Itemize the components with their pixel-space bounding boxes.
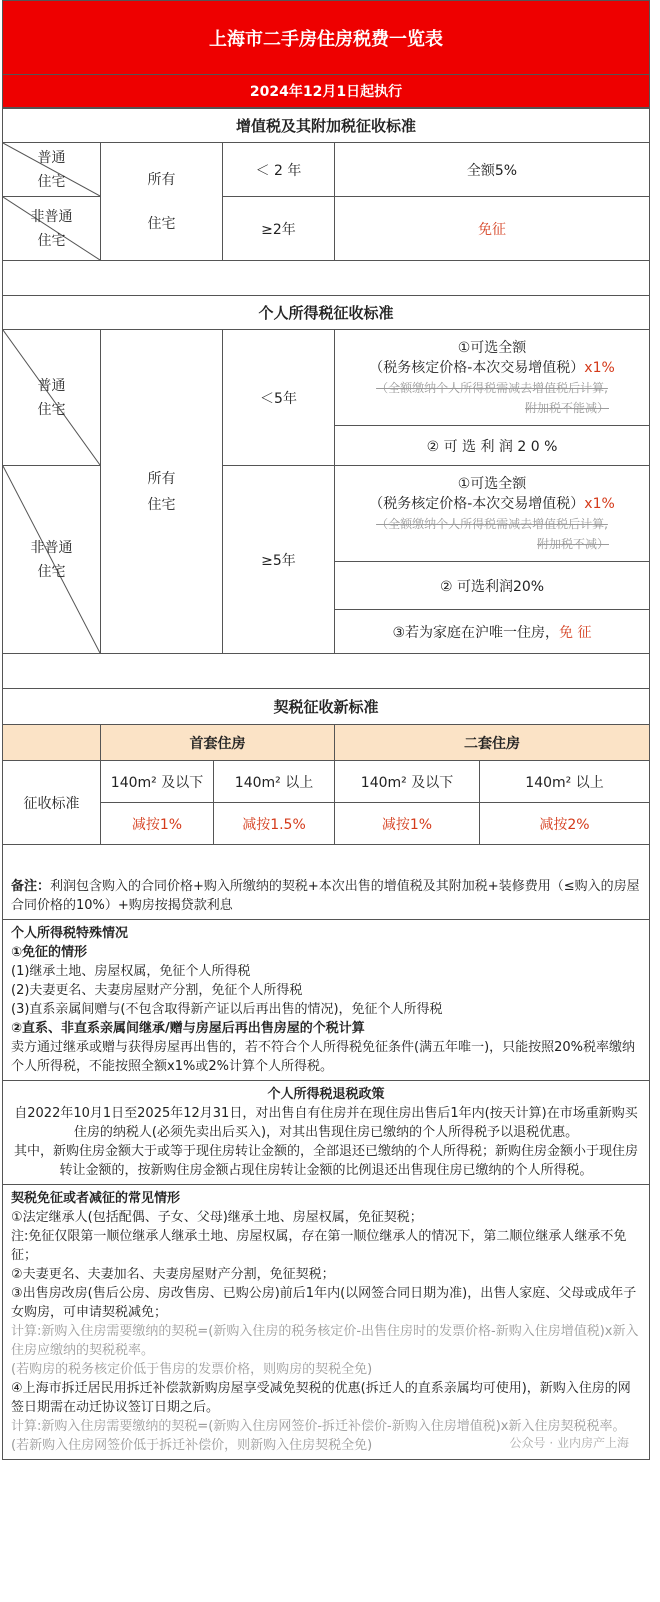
pit-ordinary-label-cell: [3, 330, 101, 466]
deed-exempt-4-calc: 计算:新购入住房需要缴纳的契税=(新购入住房网签价-拆迁补偿价-新购入住房增值税)x新入住房契税税率。: [11, 1419, 626, 1434]
deed-first-home: 首套住房: [101, 725, 335, 761]
pit-opt-full-rate-b: x1%: [584, 495, 615, 512]
exempt-item-3: (3)直系亲属间赠与(不包含取得新产证以后再出售的情况)，免征个人所得税: [11, 1002, 443, 1017]
deed-exempt-4-note: (若新购入住房网签价低于拆迁补偿价，则新购入住房契税全免): [11, 1438, 373, 1453]
exempt-title: ①免征的情形: [11, 945, 88, 960]
deed-exempt-3: ③出售房改房(售后公房、房改售房、已购公房)前后1年内(以网签合同日期为准)，出售人家庭、父母或成年子女购房，可申请契税减免；: [11, 1286, 637, 1320]
deed-rate-second-le140: 减按1%: [335, 803, 480, 845]
vat-lt2: ＜ 2 年: [223, 143, 335, 197]
pit-heading: 个人所得税征收标准: [3, 296, 650, 330]
deed-exempt-block: [2, 1185, 650, 1460]
deed-table: [2, 688, 650, 845]
remark-block: [2, 873, 650, 920]
vat-nonordinary-label-cell: [3, 197, 101, 261]
vat-table: [2, 108, 650, 261]
relatives-title: ②直系、非直系亲属间继承/赠与房屋后再出售房屋的个税计算: [11, 1021, 365, 1036]
pit-table: [2, 295, 650, 654]
deed-exempt-1b: 注:免征仅限第一顺位继承人继承土地、房屋权属，存在第一顺位继承人的情况下，第二顺位继承人继承不免征；: [11, 1229, 627, 1263]
effective-date: 2024年12月1日起执行: [2, 74, 650, 108]
deed-exempt-4: ④上海市拆迁居民用拆迁补偿款新购房屋享受减免契税的优惠(拆迁人的直系亲属均可使用)，新购入住房的网签日期需在动迁协议签订日期之后。: [11, 1381, 631, 1415]
pit-opt-full-formula-b: （税务核定价格-本次交易增值税）: [369, 495, 585, 512]
deed-exempt-3-calc: 计算:新购入住房需要缴纳的契税=(新购入住房的税务核定价-出售住房时的发票价格-新购入住房增值税)x新入住房应缴纳的契税税率。: [11, 1324, 639, 1358]
deed-exempt-3-note: (若购房的税务核定价低于售房的发票价格，则购房的契税全免): [11, 1362, 373, 1377]
refund-p1: 自2022年10月1日至2025年12月31日，对出售自有住房并在现住房出售后1年内(按天计算)在市场重新购买住房的纳税人(必须先卖出后买入)，对其出售现住房已缴纳的个人所得税予以退税优惠。: [14, 1106, 638, 1140]
pit-opt-full-title-b: ①可选全额: [457, 475, 527, 492]
section-gap: [2, 845, 650, 873]
deed-row-label: 征收标准: [3, 761, 101, 845]
vat-exempt: 免征: [335, 197, 650, 261]
deed-header-blank: [3, 725, 101, 761]
deed-first-le140: 140m² 及以下: [101, 761, 214, 803]
deed-second-home: 二套住房: [335, 725, 650, 761]
exempt-item-2: (2)夫妻更名、夫妻房屋财产分割，免征个人所得税: [11, 983, 303, 998]
pit-opt-full-formula-a: （税务核定价格-本次交易增值税）: [369, 359, 585, 376]
pit-opt-full-note2-a: 附加税不能减）: [524, 400, 609, 415]
vat-ge2: ≥2年: [223, 197, 335, 261]
pit-opt-full-note2-b: 附加税不减）: [536, 536, 609, 551]
page-title: 上海市二手房住房税费一览表: [2, 0, 650, 74]
vat-all-housing: 所有 住宅: [101, 143, 223, 261]
refund-p2: 其中，新购住房金额大于或等于现住房转让金额的，全部退还已缴纳的个人所得税；新购住房金额小于现住房转让金额的，按新购住房金额占现住房转让金额的比例退还出售现住房已缴纳的个人所得税。: [13, 1144, 638, 1178]
refund-block: [2, 1081, 650, 1185]
pit-opt-full-note1-b: （全额缴纳个人所得税需减去增值税后计算,: [376, 516, 608, 531]
relatives-text: 卖方通过继承或赠与获得房屋再出售的，若不符合个人所得税免征条件(满五年唯一)，只能按照20%税率缴纳个人所得税，不能按照全额x1%或2%计算个人所得税。: [11, 1040, 636, 1074]
pit-ge5: ≥5年: [223, 466, 335, 654]
deed-rate-first-gt140: 减按1.5%: [214, 803, 335, 845]
pit-opt-full-a: [335, 330, 650, 426]
pit-opt-family: [335, 610, 650, 654]
watermark: 公众号 · 业内房产上海: [509, 1436, 629, 1450]
pit-nonordinary-label: 非普通 住宅: [30, 539, 73, 580]
vat-ordinary-label: 普通 住宅: [37, 149, 66, 190]
deed-second-gt140: 140m² 以上: [480, 761, 650, 803]
vat-heading: 增值税及其附加税征收标准: [3, 109, 650, 143]
deed-exempt-2: ②夫妻更名、夫妻加名、夫妻房屋财产分割，免征契税；: [11, 1267, 335, 1282]
pit-opt-family-text: ③若为家庭在沪唯一住房，: [392, 624, 560, 641]
deed-rate-second-gt140: 减按2%: [480, 803, 650, 845]
tax-table-page: [2, 0, 650, 1460]
deed-second-le140: 140m² 及以下: [335, 761, 480, 803]
pit-opt-profit-b: ② 可选利润20%: [335, 562, 650, 610]
vat-ordinary-label-cell: [3, 143, 101, 197]
section-gap: [2, 654, 650, 688]
pit-ordinary-label: 普通 住宅: [37, 377, 66, 418]
pit-opt-profit-a: ② 可 选 利 润 2 0 %: [335, 426, 650, 466]
remark-label: 备注：: [11, 879, 51, 894]
deed-heading: 契税征收新标准: [3, 689, 650, 725]
vat-full-5: 全额5%: [335, 143, 650, 197]
deed-rate-first-le140: 减按1%: [101, 803, 214, 845]
refund-title: 个人所得税退税政策: [267, 1087, 385, 1102]
pit-opt-family-exempt: 免 征: [559, 624, 592, 641]
pit-nonordinary-label-cell: [3, 466, 101, 654]
pit-lt5: ＜5年: [223, 330, 335, 466]
section-gap: [2, 261, 650, 295]
deed-exempt-1: ①法定继承人(包括配偶、子女、父母)继承土地、房屋权属，免征契税；: [11, 1210, 423, 1225]
exempt-item-1: (1)继承土地、房屋权属，免征个人所得税: [11, 964, 251, 979]
special-title: 个人所得税特殊情况: [11, 926, 129, 941]
pit-opt-full-rate-a: x1%: [584, 359, 615, 376]
remark-text: 利润包含购入的合同价格+购入所缴纳的契税+本次出售的增值税及其附加税+装修费用（≤购入的房屋合同价格的10%）+购房按揭贷款利息: [11, 879, 640, 913]
pit-special-block: [2, 920, 650, 1081]
pit-opt-full-b: [335, 466, 650, 562]
pit-opt-full-title-a: ①可选全额: [457, 339, 527, 356]
pit-all-housing: 所有 住宅: [101, 330, 223, 654]
deed-exempt-title: 契税免征或者减征的常见情形: [11, 1191, 181, 1206]
deed-first-gt140: 140m² 以上: [214, 761, 335, 803]
vat-nonordinary-label: 非普通 住宅: [30, 208, 73, 249]
pit-opt-full-note1-a: （全额缴纳个人所得税需减去增值税后计算,: [376, 380, 608, 395]
